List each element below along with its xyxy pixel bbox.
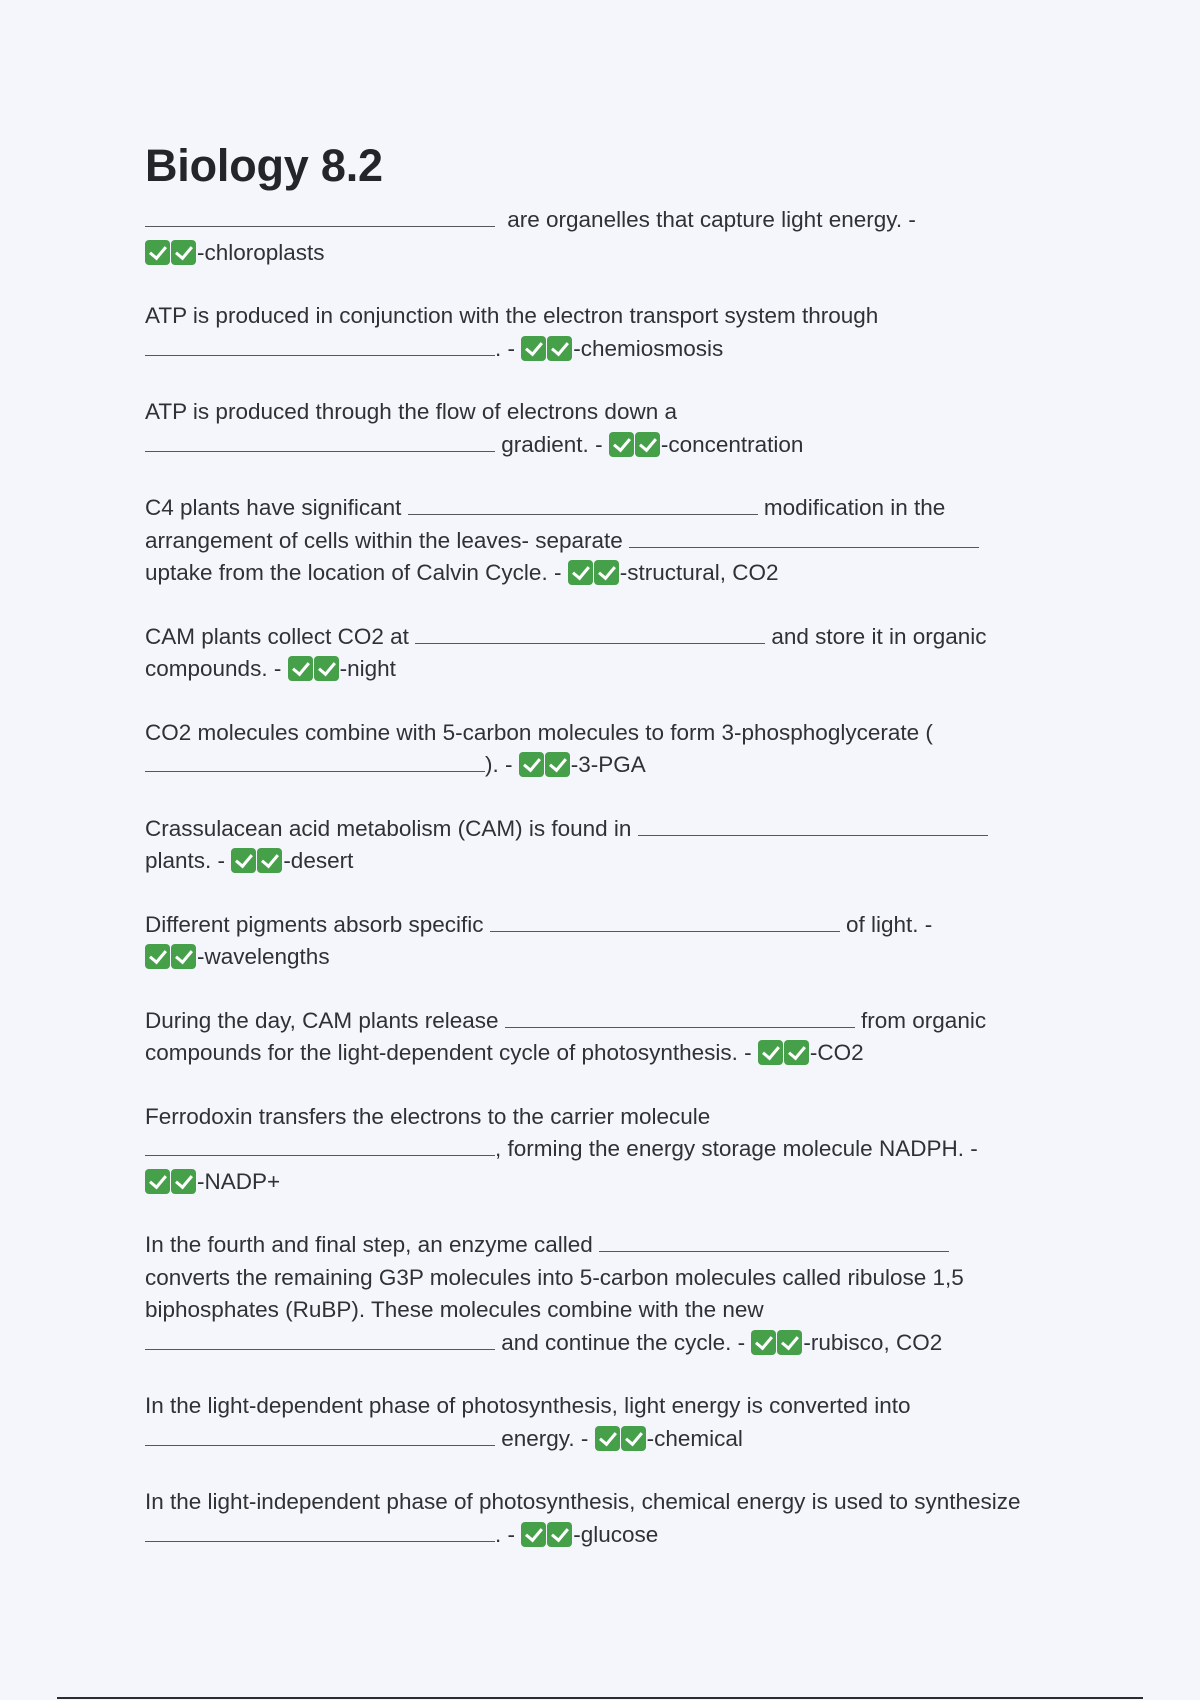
check-icon [521, 1522, 546, 1547]
check-icon [257, 848, 282, 873]
check-icon [621, 1426, 646, 1451]
check-icon [145, 1169, 170, 1194]
answer-text: -wavelengths [197, 944, 330, 969]
check-icon [758, 1040, 783, 1065]
question-item [145, 396, 1035, 461]
check-icon [547, 1522, 572, 1547]
check-icon [171, 944, 196, 969]
question-text-after: from organic compounds for the light-dependent cycle of photosynthesis. - [145, 1007, 987, 1065]
answer-text: -concentration [660, 431, 804, 457]
question-item [145, 492, 1035, 590]
check-icon [519, 752, 544, 777]
answer-blank [145, 1425, 495, 1446]
question-item [145, 1101, 1035, 1199]
question-text-mid: modification in the arrangement of cells within the leaves- separate [145, 495, 946, 553]
answer-blank [145, 1329, 495, 1350]
question-item [145, 717, 1035, 782]
answer-blank [490, 911, 840, 932]
question-text-after: . - [495, 1521, 515, 1547]
question-text-before: C4 plants have significant [145, 495, 402, 520]
question-item [145, 204, 1035, 269]
check-icon [635, 432, 660, 457]
answer-blank [145, 1135, 495, 1156]
question-text-after: plants. - [145, 848, 226, 873]
question-text-after: , forming the energy storage molecule NADPH. - [495, 1136, 978, 1161]
answer-text: -desert [283, 848, 354, 873]
question-text-after: gradient. - [495, 431, 603, 457]
answer-text: -glucose [573, 1521, 659, 1547]
answer-blank [145, 431, 495, 452]
question-text-before: Crassulacean acid metabolism (CAM) is found in [145, 815, 632, 841]
answer-blank [638, 815, 988, 836]
answer-text: -rubisco, CO2 [803, 1329, 943, 1355]
check-icon [595, 1426, 620, 1451]
check-icon [145, 944, 170, 969]
check-icon [784, 1040, 809, 1065]
check-icon [288, 656, 313, 681]
check-icon [145, 240, 170, 265]
answer-blank [145, 1521, 495, 1542]
answer-blank [415, 623, 765, 644]
check-icon [751, 1330, 776, 1355]
answer-text: -chloroplasts [197, 239, 325, 265]
page-title: Biology 8.2 [145, 140, 383, 191]
question-item [145, 1390, 1035, 1455]
question-text-after: are organelles that capture light energy. - [501, 207, 916, 232]
answer-blank [145, 335, 495, 356]
answer-text: -chemical [646, 1425, 743, 1451]
question-item [145, 621, 1035, 686]
question-text-before: ATP is produced through the flow of electrons down a [145, 399, 677, 424]
document-page [145, 140, 1035, 1582]
check-icon [171, 1169, 196, 1194]
question-text-before: In the light-dependent phase of photosynthesis, light energy is converted into [145, 1393, 911, 1418]
check-icon [521, 336, 546, 361]
answer-text: -chemiosmosis [573, 335, 724, 361]
question-text-after: . - [495, 335, 515, 361]
question-text-after: ). - [485, 752, 513, 777]
question-text-after: uptake from the location of Calvin Cycle. - [145, 560, 562, 585]
question-text-after: and continue the cycle. - [495, 1329, 746, 1355]
question-text-before: In the fourth and final step, an enzyme called [145, 1232, 593, 1257]
answer-blank [145, 206, 495, 227]
question-item [145, 1005, 1035, 1070]
question-text-after: and store it in organic compounds. - [145, 623, 987, 681]
question-text-before: Ferrodoxin transfers the electrons to the carrier molecule [145, 1103, 711, 1129]
check-icon [609, 432, 634, 457]
question-item [145, 909, 1035, 974]
question-text-mid: converts the remaining G3P molecules into 5-carbon molecules called ribulose 1,5 biphosphates (RuBP). These molecules combine with the new [145, 1264, 964, 1322]
question-text-after: energy. - [495, 1425, 589, 1451]
question-item [145, 1486, 1035, 1551]
question-text-after: of light. - [839, 911, 933, 937]
answer-text: -structural, CO2 [619, 560, 779, 585]
answer-blank [408, 494, 758, 515]
check-icon [171, 240, 196, 265]
answer-text: -3-PGA [570, 752, 646, 777]
check-icon [547, 336, 572, 361]
check-icon [594, 560, 619, 585]
question-item [145, 300, 1035, 365]
answer-blank [629, 527, 979, 548]
question-text-before: CAM plants collect CO2 at [145, 623, 409, 649]
question-text-before: Different pigments absorb specific [145, 911, 484, 937]
answer-blank [505, 1007, 855, 1028]
question-text-before: CO2 molecules combine with 5-carbon molecules to form 3-phosphoglycerate ( [145, 719, 933, 745]
question-text-before: ATP is produced in conjunction with the electron transport system through [145, 303, 879, 328]
check-icon [314, 656, 339, 681]
answer-text: -night [339, 656, 396, 681]
answer-text: -NADP+ [197, 1168, 281, 1194]
question-item [145, 1229, 1035, 1359]
question-text-before: During the day, CAM plants release [145, 1007, 499, 1033]
check-icon [568, 560, 593, 585]
check-icon [777, 1330, 802, 1355]
answer-blank [145, 751, 485, 772]
check-icon [231, 848, 256, 873]
question-text-before: In the light-independent phase of photosynthesis, chemical energy is used to synthesize [145, 1489, 1021, 1514]
check-icon [545, 752, 570, 777]
answer-text: -CO2 [809, 1040, 864, 1065]
question-item [145, 813, 1035, 878]
answer-blank [599, 1231, 949, 1252]
page-bottom-rule [57, 1697, 1143, 1699]
